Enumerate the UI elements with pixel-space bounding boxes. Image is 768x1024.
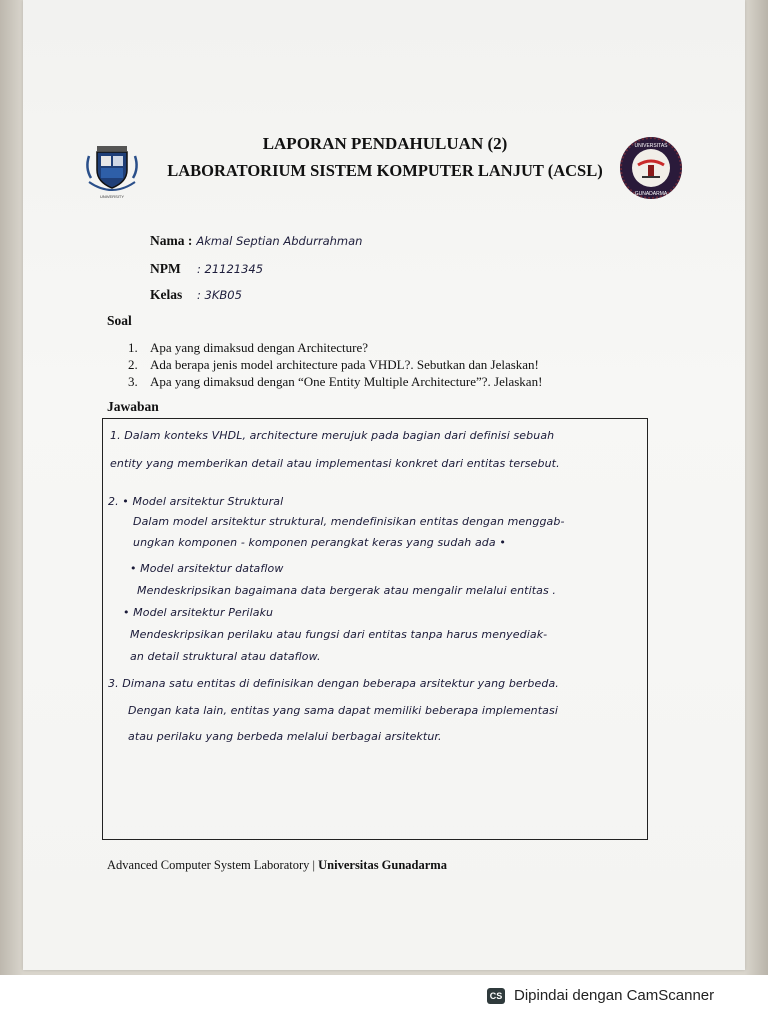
jawaban-heading: Jawaban bbox=[107, 399, 159, 414]
answer-line: atau perilaku yang berbeda melalui berbagai arsitektur. bbox=[128, 730, 442, 743]
answer-line: Dengan kata lain, entitas yang sama dapat memiliki beberapa implementasi bbox=[128, 704, 558, 717]
answer-line: Mendeskripsikan perilaku atau fungsi dari entitas tanpa harus menyediak- bbox=[130, 628, 548, 641]
kelas-label: Kelas bbox=[150, 287, 183, 302]
answer-line: 1. Dalam konteks VHDL, architecture merujuk pada bagian dari definisi sebuah bbox=[110, 429, 555, 442]
field-nama bbox=[150, 233, 362, 249]
answer-line: ungkan komponen - komponen perangkat keras yang sudah ada • bbox=[133, 536, 506, 549]
soal-item: 3. Apa yang dimaksud dengan “One Entity Multiple Architecture”?. Jelaskan! bbox=[128, 374, 543, 389]
answer-line: 3. Dimana satu entitas di definisikan dengan beberapa arsitektur yang berbeda. bbox=[108, 677, 559, 690]
camscanner-label: Dipindai dengan CamScanner bbox=[514, 987, 715, 1004]
answer-line: entity yang memberikan detail atau implementasi konkret dari entitas tersebut. bbox=[110, 457, 560, 470]
svg-text:UNIVERSITY: UNIVERSITY bbox=[99, 194, 125, 199]
field-kelas bbox=[150, 287, 242, 303]
soal-list bbox=[128, 339, 542, 390]
lab-shield-logo-icon bbox=[83, 138, 141, 202]
seal-text-bottom: GUNADARMA bbox=[634, 191, 668, 197]
soal-item: 2. Ada berapa jenis model architecture pada VHDL?. Sebutkan dan Jelaskan! bbox=[128, 357, 539, 372]
soal-item: 1. Apa yang dimaksud dengan Architecture? bbox=[128, 340, 369, 355]
answer-line: 2. • Model arsitektur Struktural bbox=[108, 495, 284, 508]
kelas-value: : 3KB05 bbox=[197, 288, 242, 302]
nama-value: Akmal Septian Abdurrahman bbox=[196, 234, 363, 248]
footer-lab: Advanced Computer System Laboratory | bbox=[107, 858, 316, 872]
npm-value: : 21121345 bbox=[197, 262, 264, 276]
lab-title: LABORATORIUM SISTEM KOMPUTER LANJUT (ACSL) bbox=[167, 161, 603, 180]
npm-label: NPM bbox=[150, 261, 181, 276]
footer-university: Universitas Gunadarma bbox=[318, 858, 447, 872]
answer-line: • Model arsitektur Perilaku bbox=[123, 606, 274, 619]
seal-text-top: UNIVERSITAS bbox=[634, 143, 668, 149]
answer-line: Dalam model arsitektur struktural, mendefinisikan entitas dengan menggab- bbox=[133, 515, 565, 528]
camscanner-icon: CS bbox=[487, 988, 505, 1004]
universitas-gunadarma-seal-icon bbox=[618, 135, 684, 201]
field-npm bbox=[150, 261, 263, 277]
answer-line: • Model arsitektur dataflow bbox=[130, 562, 284, 575]
answer-line: Mendeskripsikan bagaimana data bergerak atau mengalir melalui entitas . bbox=[137, 584, 557, 597]
report-title: LAPORAN PENDAHULUAN (2) bbox=[262, 134, 508, 153]
camscanner-badge bbox=[475, 982, 755, 1012]
answer-line: an detail struktural atau dataflow. bbox=[130, 650, 321, 663]
nama-label: Nama : bbox=[150, 233, 193, 248]
page-footer bbox=[107, 858, 447, 873]
soal-heading: Soal bbox=[107, 313, 132, 328]
